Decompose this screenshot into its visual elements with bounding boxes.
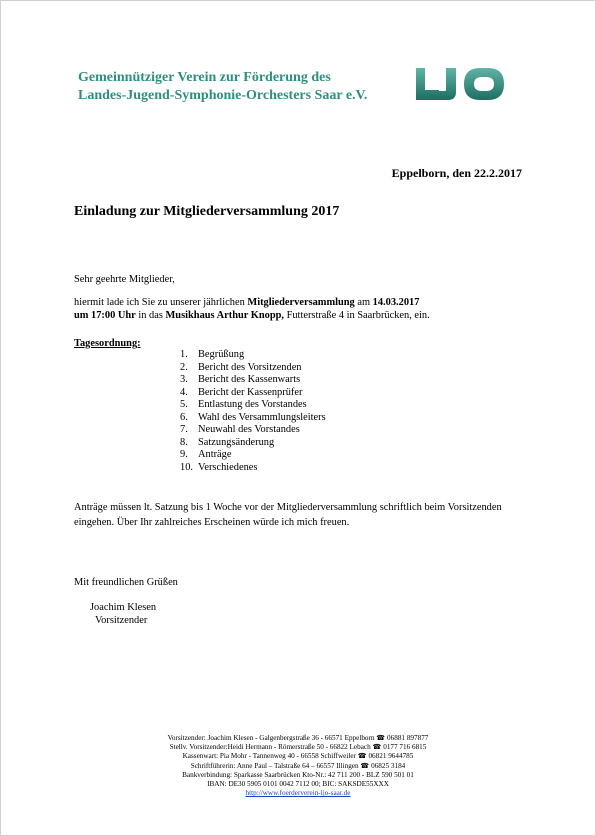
- agenda-item: [180, 399, 326, 412]
- signer-role: Vorsitzender: [95, 615, 148, 626]
- agenda-item-number: 4.: [180, 386, 188, 398]
- salutation: Sehr geehrte Mitglieder,: [74, 274, 175, 285]
- meeting-venue: Musikhaus Arthur Knopp,: [165, 310, 284, 321]
- agenda-item-label: Entlastung des Vorstandes: [198, 399, 307, 410]
- agenda-item-number: 7.: [180, 424, 188, 435]
- agenda-item: [180, 449, 326, 462]
- footer-line: Bankverbindung: Sparkasse Saarbrücken Kto-Nr.: 42 711 200 - BLZ 590 501 01: [182, 770, 414, 779]
- agenda-item: [180, 424, 326, 437]
- intro-text-2: am: [354, 297, 373, 308]
- agenda-item: [180, 349, 326, 362]
- ljo-logo: [414, 66, 506, 102]
- intro-meeting: Mitgliederversammlung: [247, 297, 355, 308]
- intro-text-1: hiermit lade ich Sie zu unserer jährlichen: [74, 297, 248, 308]
- agenda-item-number: 10.: [180, 461, 193, 473]
- signature-block: [90, 601, 156, 627]
- meeting-time: um 17:00 Uhr: [74, 310, 136, 321]
- greeting: Mit freundlichen Grüßen: [74, 577, 178, 588]
- agenda-item-number: 8.: [180, 436, 188, 448]
- agenda-item: [180, 387, 326, 400]
- agenda-item-label: Begrüßung: [198, 349, 245, 360]
- agenda-item-label: Wahl des Versammlungsleiters: [198, 411, 326, 423]
- agenda-item-number: 5.: [180, 399, 188, 410]
- footer-line: Kassenwart: Pia Mohr - Tannenweg 40 - 66558 Schiffweiler ☎ 06821 9644785: [182, 752, 414, 761]
- agenda-item-label: Verschiedenes: [198, 461, 258, 473]
- meeting-date: 14.03.2017: [372, 297, 420, 308]
- footer: [0, 734, 596, 798]
- document-title: Einladung zur Mitgliederversammlung 2017: [74, 204, 340, 219]
- organization-name-line2: Landes-Jugend-Symphonie-Orchesters Saar e.V.: [78, 88, 368, 103]
- footer-line: Stellv. Vorsitzender:Heidi Hermann - Römerstraße 50 - 66822 Lebach ☎ 0177 716 6815: [169, 743, 427, 752]
- agenda-item-label: Bericht des Kassenwarts: [198, 374, 301, 385]
- signer-name: Joachim Klesen: [90, 602, 157, 613]
- agenda-item-number: 6.: [180, 411, 188, 423]
- agenda-item-number: 3.: [180, 374, 188, 385]
- intro-text-4: Futterstraße 4 in Saarbrücken, ein.: [283, 310, 430, 321]
- footer-line: IBAN: DE30 5905 0101 0042 7112 00; BIC: SAKSDE55XXX: [207, 780, 389, 789]
- agenda-item-label: Bericht der Kassenprüfer: [198, 386, 303, 398]
- agenda-item-label: Neuwahl des Vorstandes: [198, 424, 300, 435]
- agenda-item: [180, 462, 326, 475]
- agenda-item-label: Satzungsänderung: [198, 436, 275, 448]
- footer-line: Vorsitzender: Joachim Klesen - Galgenbergstraße 36 - 66571 Eppelborn ☎ 06881 897877: [167, 734, 429, 742]
- agenda-item-label: Bericht des Vorsitzenden: [198, 361, 302, 373]
- footer-line: Schriftführerin: Anne Paul – Talstraße 64 – 66557 Illingen ☎ 06825 3184: [190, 761, 406, 770]
- agenda-item: [180, 374, 326, 387]
- organization-name: [78, 69, 367, 105]
- agenda-item-number: 9.: [180, 449, 188, 460]
- agenda-item: [180, 362, 326, 375]
- agenda-heading: Tagesordnung:: [74, 338, 141, 349]
- agenda-item-label: Anträge: [198, 449, 232, 460]
- agenda-list: [180, 349, 326, 474]
- website-link[interactable]: http://www.foerderverein-ljo-saar.de: [245, 789, 351, 798]
- place-date: Eppelborn, den 22.2.2017: [391, 166, 522, 180]
- agenda-item-number: 2.: [180, 361, 188, 373]
- agenda-item: [180, 412, 326, 425]
- agenda-item: [180, 437, 326, 450]
- closing-paragraph: Anträge müssen lt. Satzung bis 1 Woche vor der Mitgliederversammlung schriftlich beim Vorsitzenden eingehen. Über Ihr zahlreiches Erscheinen würde ich mich freuen.: [74, 502, 502, 528]
- intro-paragraph: [74, 296, 534, 322]
- intro-text-3: in das: [135, 310, 166, 321]
- organization-name-line1: Gemeinnütziger Verein zur Förderung des: [78, 70, 331, 85]
- agenda-item-number: 1.: [180, 349, 188, 360]
